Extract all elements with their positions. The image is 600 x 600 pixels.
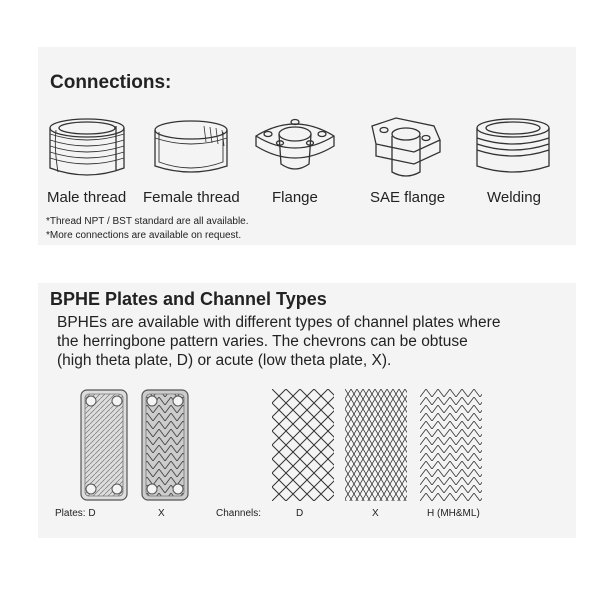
male-thread-icon <box>42 112 132 184</box>
thread-standard-note: *Thread NPT / BST standard are all available. <box>46 216 249 227</box>
sae-flange-icon <box>358 112 448 184</box>
channel-d-label: D <box>296 508 304 519</box>
sae-flange-label: SAE flange <box>370 189 446 206</box>
plates-description <box>57 313 557 370</box>
female-thread-icon <box>146 112 236 184</box>
description-line: the herringbone pattern varies. The chevrons can be obtuse <box>57 333 468 350</box>
description-line: (high theta plate, D) or acute (low theta plate, X). <box>57 352 392 369</box>
channels-label: Channels: <box>216 508 262 519</box>
more-connections-note: *More connections are available on request. <box>46 230 242 241</box>
channel-h-image <box>420 389 482 501</box>
plates-title: BPHE Plates and Channel Types <box>50 289 327 309</box>
welding-label: Welding <box>487 189 541 206</box>
channel-x-image <box>345 389 407 501</box>
connections-title: Connections: <box>50 72 172 93</box>
channel-h-label: H (MH&ML) <box>427 508 480 519</box>
plates-x-label: X <box>158 508 165 519</box>
plate-d-image <box>80 389 128 501</box>
male-thread-label: Male thread <box>47 189 127 206</box>
welding-icon <box>468 112 558 184</box>
channel-d-image <box>272 389 334 501</box>
plates-d-label: Plates: D <box>55 508 96 519</box>
description-line: BPHEs are available with different types of channel plates where <box>57 314 501 331</box>
plate-x-image <box>141 389 189 501</box>
channel-x-label: X <box>372 508 379 519</box>
flange-label: Flange <box>272 189 318 206</box>
flange-icon <box>250 112 340 184</box>
female-thread-label: Female thread <box>143 189 240 206</box>
